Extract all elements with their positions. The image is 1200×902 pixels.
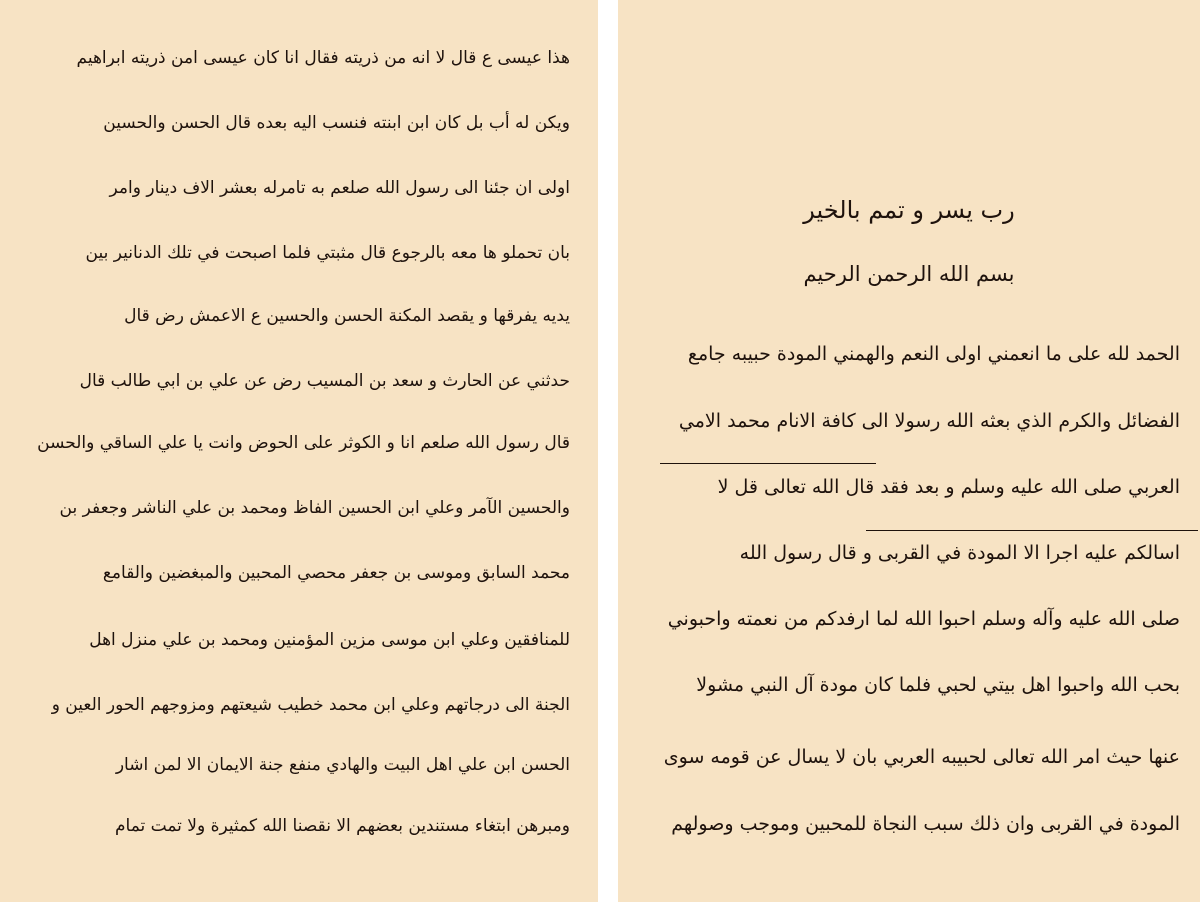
left-manuscript-page <box>0 0 598 902</box>
quran-overline <box>866 530 1198 531</box>
right-page-line: صلى الله عليه وآله وسلم احبوا الله لما ارفدكم من نعمته واحبوني <box>667 608 1180 630</box>
right-page-line: المودة في القربى وان ذلك سبب النجاة للمحبين وموجب وصولهم <box>671 813 1180 835</box>
left-page-line: ويكن له أب بل كان ابن ابنته فنسب اليه بعده قال الحسن والحسين <box>103 113 570 133</box>
right-page-line: الفضائل والكرم الذي بعثه الله رسولا الى كافة الانام محمد الامي <box>678 410 1180 432</box>
quran-overline <box>660 463 876 464</box>
left-page-line: هذا عيسى ع قال لا انه من ذريته فقال انا كان عيسى امن ذريته ابراهيم <box>76 48 570 68</box>
right-manuscript-page <box>618 0 1200 902</box>
left-page-line: الجنة الى درجاتهم وعلي ابن محمد خطيب شيعتهم ومزوجهم الحور العين و <box>51 695 570 715</box>
left-page-line: والحسين الآمر وعلي ابن الحسين الفاظ ومحمد بن علي الناشر وجعفر بن <box>59 498 570 518</box>
left-page-line: يديه يفرقها و يقصد المكنة الحسن والحسين ع الاعمش رض قال <box>124 306 570 326</box>
left-page-line: قال رسول الله صلعم انا و الكوثر على الحوض وانت يا علي الساقي والحسن <box>37 433 570 453</box>
right-page-line: بحب الله واحبوا اهل بيتي لحبي فلما كان مودة آل النبي مشولا <box>696 674 1180 696</box>
left-page-line: للمنافقين وعلي ابن موسى مزين المؤمنين ومحمد بن علي منزل اهل <box>89 630 570 650</box>
right-page-line: عنها حيث امر الله تعالى لحبيبه العربي بان لا يسال عن قومه سوى <box>663 746 1180 768</box>
left-page-line: ومبرهن ابتغاء مستندين بعضهم الا نقصنا الله كمثيرة ولا تمت تمام <box>114 816 570 836</box>
invocation-heading: رب يسر و تمم بالخير <box>803 196 1015 224</box>
right-page-line: الحمد لله على ما انعمني اولى النعم والهمني المودة حبيبه جامع <box>687 343 1180 365</box>
right-page-line: اسالكم عليه اجرا الا المودة في القربى و قال رسول الله <box>739 542 1180 564</box>
left-page-line: محمد السابق وموسى بن جعفر محصي المحبين والمبغضين والقامع <box>102 563 570 583</box>
left-page-line: الحسن ابن علي اهل البيت والهادي منفع جنة الايمان الا لمن اشار <box>115 755 570 775</box>
basmala-heading: بسم الله الرحمن الرحيم <box>803 262 1015 286</box>
left-page-line: حدثني عن الحارث و سعد بن المسيب رض عن علي بن ابي طالب قال <box>79 371 570 391</box>
right-page-line: العربي صلى الله عليه وسلم و بعد فقد قال الله تعالى قل لا <box>717 476 1180 498</box>
left-page-line: اولى ان جئنا الى رسول الله صلعم به تامرله بعشر الاف دينار وامر <box>109 178 570 198</box>
left-page-line: بان تحملو ها معه بالرجوع قال مثبتي فلما اصبحت في تلك الدنانير بين <box>85 243 570 263</box>
